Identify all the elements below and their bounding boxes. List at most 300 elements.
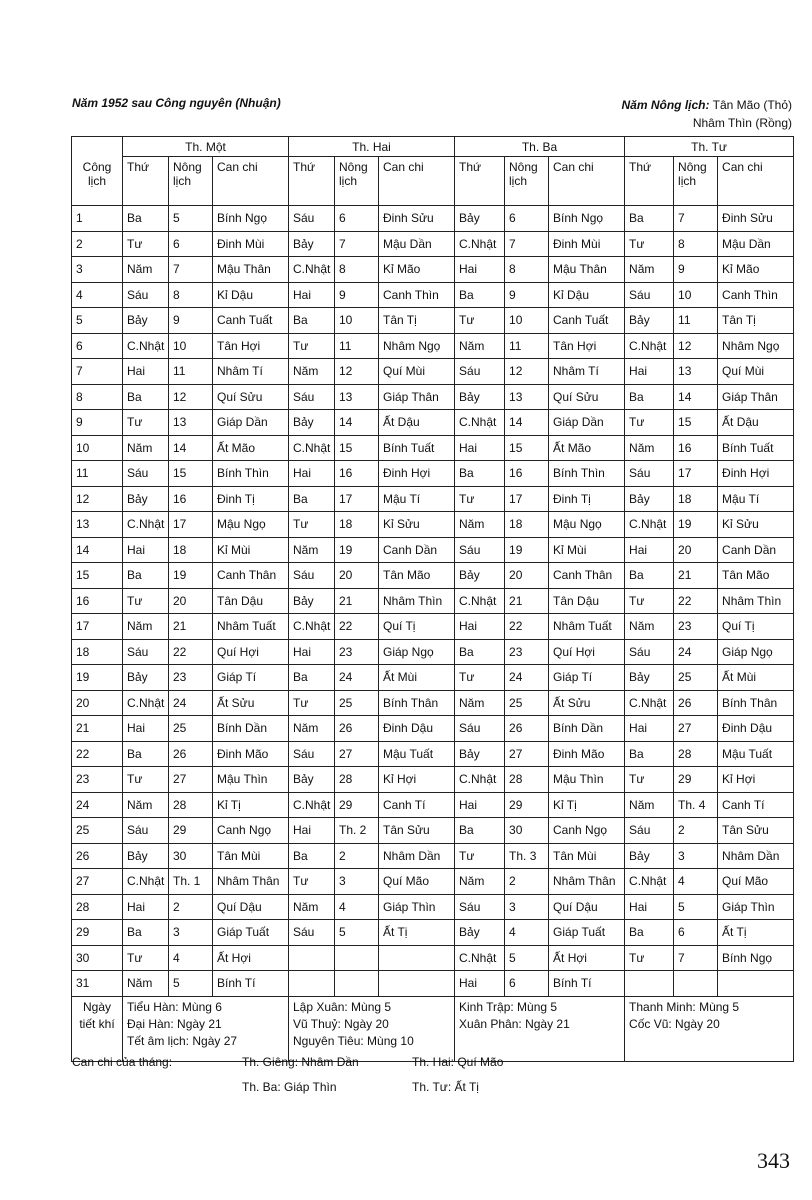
weekday-cell: C.Nhật [289,614,335,640]
weekday-cell: Bảy [289,410,335,436]
solar-term: Cốc Vũ: Ngày 20 [629,1016,720,1031]
lunar-day-cell: 5 [505,945,549,971]
lunar-day-cell: 25 [335,690,379,716]
weekday-cell: Ba [123,920,169,946]
lunar-day-cell: 23 [674,614,718,640]
lunar-day-cell: 25 [674,665,718,691]
weekday-cell: Ba [289,843,335,869]
lunar-day-cell: 7 [674,206,718,232]
lunar-year-info [622,96,793,132]
weekday-cell: Tư [123,410,169,436]
lunar-day-cell: 7 [674,945,718,971]
solar-terms-label: Ngày tiết khí [72,996,123,1061]
lunar-day-cell: 21 [674,563,718,589]
lunar-day-cell: 28 [169,792,213,818]
weekday-cell: Ba [455,461,505,487]
weekday-cell: Sáu [455,537,505,563]
lunar-day-cell: 26 [169,741,213,767]
can-chi-cell: Đinh Sửu [379,206,455,232]
weekday-cell: Ba [625,920,674,946]
can-chi-cell: Đinh Dậu [718,716,794,742]
lunar-day-cell: 4 [169,945,213,971]
can-chi-cell: Đinh Mùi [213,231,289,257]
lunar-day-cell: 17 [674,461,718,487]
weekday-cell: Sáu [455,716,505,742]
lunar-day-cell: 13 [674,359,718,385]
can-chi-cell: Nhâm Ngọ [718,333,794,359]
lunar-day-cell: 17 [169,512,213,538]
weekday-cell: Năm [123,257,169,283]
lunar-day-cell: 3 [335,869,379,895]
col-can-chi: Can chi [379,157,455,206]
weekday-cell: Bảy [123,486,169,512]
date-cell: 28 [72,894,123,920]
date-cell: 18 [72,639,123,665]
lunar-day-cell: 16 [169,486,213,512]
weekday-cell: Ba [455,818,505,844]
col-can-chi: Can chi [549,157,625,206]
weekday-cell: C.Nhật [289,435,335,461]
weekday-cell: C.Nhật [123,869,169,895]
lunar-day-cell: 30 [505,818,549,844]
date-cell: 12 [72,486,123,512]
can-chi-cell: Ất Hợi [549,945,625,971]
can-chi-cell: Bính Thân [379,690,455,716]
can-chi-cell: Mậu Thìn [549,767,625,793]
lunar-day-cell: 9 [674,257,718,283]
weekday-cell: Hai [289,282,335,308]
can-chi-cell: Mậu Tuất [718,741,794,767]
can-chi-cell: Giáp Tí [213,665,289,691]
weekday-cell: Ba [123,741,169,767]
lunar-day-cell: 28 [335,767,379,793]
calendar-table [71,136,794,1062]
weekday-cell: Sáu [123,282,169,308]
can-chi-cell: Kỉ Sửu [379,512,455,538]
lunar-day-cell: 10 [674,282,718,308]
can-chi-cell: Nhâm Dần [379,843,455,869]
can-chi-cell: Giáp Tuất [213,920,289,946]
weekday-cell: Tư [289,690,335,716]
weekday-cell: Năm [625,792,674,818]
can-chi-cell: Ất Tị [718,920,794,946]
can-chi-cell: Ất Tị [379,920,455,946]
weekday-cell: Tư [123,767,169,793]
solar-term: Đại Hàn: Ngày 21 [127,1016,222,1031]
weekday-cell: Tư [289,869,335,895]
month-header: Th. Hai [289,137,455,157]
can-chi-cell: Nhâm Tuất [213,614,289,640]
table-row [72,410,794,436]
can-chi-cell: Kỉ Tị [213,792,289,818]
can-chi-cell: Quí Dậu [549,894,625,920]
weekday-cell: Bảy [625,308,674,334]
can-chi-cell: Bính Thìn [213,461,289,487]
date-cell: 6 [72,333,123,359]
lunar-day-cell: 2 [169,894,213,920]
lunar-day-cell: 20 [169,588,213,614]
lunar-day-cell: 5 [335,920,379,946]
lunar-day-cell: 8 [169,282,213,308]
lunar-day-cell: 20 [335,563,379,589]
lunar-day-cell: 2 [335,843,379,869]
can-chi-cell: Ất Sửu [213,690,289,716]
can-chi-cell: Giáp Thìn [379,894,455,920]
lunar-day-cell: 18 [335,512,379,538]
can-chi-cell: Quí Hợi [213,639,289,665]
weekday-cell: Ba [123,384,169,410]
can-chi-cell: Mậu Thân [213,257,289,283]
date-cell: 15 [72,563,123,589]
date-cell: 17 [72,614,123,640]
can-chi-cell: Nhâm Tí [213,359,289,385]
can-chi-cell: Canh Dần [718,537,794,563]
weekday-cell: Sáu [455,894,505,920]
lunar-day-cell: 23 [335,639,379,665]
lunar-day-cell: 18 [169,537,213,563]
can-chi-cell: Bính Dần [549,716,625,742]
lunar-day-cell: 29 [505,792,549,818]
can-chi-cell: Bính Thìn [549,461,625,487]
lunar-day-cell: 29 [674,767,718,793]
weekday-cell: Hai [455,614,505,640]
weekday-cell: Năm [289,359,335,385]
table-row [72,818,794,844]
month-can-chi-section [72,1050,503,1100]
solar-term: Nguyên Tiêu: Mùng 10 [293,1033,414,1048]
date-cell: 22 [72,741,123,767]
can-chi-cell: Ất Mão [549,435,625,461]
weekday-cell [289,945,335,971]
lunar-day-cell: 16 [335,461,379,487]
can-chi-cell: Đinh Hợi [718,461,794,487]
month-can-chi-item: Th. Ba: Giáp Thìn [242,1080,337,1094]
can-chi-cell: Mậu Tí [379,486,455,512]
weekday-cell: C.Nhật [123,512,169,538]
date-cell: 16 [72,588,123,614]
col-cong-lich: Công lịch [72,157,123,206]
can-chi-cell: Nhâm Ngọ [379,333,455,359]
lunar-day-cell: 3 [674,843,718,869]
weekday-cell: Ba [625,741,674,767]
solar-term: Thanh Minh: Mùng 5 [629,999,740,1014]
date-cell: 30 [72,945,123,971]
solar-term: Kinh Trập: Mùng 5 [459,999,558,1014]
date-cell: 14 [72,537,123,563]
lunar-day-cell: 6 [505,206,549,232]
can-chi-cell: Đinh Tị [549,486,625,512]
can-chi-cell: Bính Tí [549,971,625,997]
month-can-chi-item: Th. Hai: Quí Mão [412,1055,504,1069]
lunar-day-cell: 25 [505,690,549,716]
can-chi-cell: Kỉ Hợi [718,767,794,793]
lunar-day-cell: 9 [169,308,213,334]
lunar-day-cell: 9 [335,282,379,308]
weekday-cell: Ba [123,563,169,589]
can-chi-cell: Canh Ngọ [213,818,289,844]
weekday-cell: Tư [625,231,674,257]
weekday-cell: C.Nhật [455,767,505,793]
lunar-day-cell: 14 [674,384,718,410]
can-chi-cell: Đinh Dậu [379,716,455,742]
lunar-day-cell: 29 [169,818,213,844]
can-chi-cell: Kỉ Mùi [213,537,289,563]
weekday-cell: Sáu [625,639,674,665]
lunar-day-cell: 22 [169,639,213,665]
solar-term: Tiểu Hàn: Mùng 6 [127,999,222,1014]
lunar-day-cell: 4 [505,920,549,946]
table-row [72,486,794,512]
lunar-day-cell: 12 [169,384,213,410]
lunar-year-value-1: Tân Mão (Thỏ) [712,98,792,112]
lunar-day-cell: 8 [505,257,549,283]
lunar-day-cell: 10 [505,308,549,334]
lunar-day-cell: 7 [169,257,213,283]
lunar-day-cell: 27 [335,741,379,767]
lunar-day-cell: 13 [505,384,549,410]
lunar-day-cell: 5 [169,206,213,232]
lunar-day-cell: 15 [335,435,379,461]
can-chi-cell: Đinh Mão [213,741,289,767]
can-chi-cell: Canh Tí [379,792,455,818]
table-row [72,690,794,716]
weekday-cell: Hai [455,435,505,461]
can-chi-cell: Mậu Tí [718,486,794,512]
date-cell: 11 [72,461,123,487]
weekday-cell: Năm [123,792,169,818]
lunar-day-cell: 24 [505,665,549,691]
date-cell: 29 [72,920,123,946]
can-chi-cell: Mậu Ngọ [213,512,289,538]
can-chi-cell: Canh Tuất [213,308,289,334]
lunar-day-cell: Th. 4 [674,792,718,818]
lunar-day-cell: 20 [674,537,718,563]
weekday-cell: Tư [625,410,674,436]
year-title: Năm 1952 sau Công nguyên (Nhuận) [72,96,281,110]
weekday-cell: C.Nhật [123,333,169,359]
lunar-day-cell: 21 [169,614,213,640]
can-chi-cell: Giáp Dần [549,410,625,436]
can-chi-cell: Đinh Hợi [379,461,455,487]
weekday-cell: Tư [289,333,335,359]
weekday-cell: Ba [625,384,674,410]
lunar-day-cell: 5 [674,894,718,920]
can-chi-cell: Giáp Thân [379,384,455,410]
lunar-day-cell: 28 [505,767,549,793]
lunar-day-cell: 13 [335,384,379,410]
can-chi-cell: Ất Mùi [379,665,455,691]
lunar-day-cell: Th. 2 [335,818,379,844]
can-chi-cell: Đinh Sửu [718,206,794,232]
weekday-cell: Năm [289,894,335,920]
weekday-cell: Hai [289,639,335,665]
weekday-cell: Sáu [625,818,674,844]
weekday-cell: Tư [455,665,505,691]
can-chi-cell: Quí Mùi [379,359,455,385]
weekday-cell: Tư [625,945,674,971]
lunar-day-cell: 30 [169,843,213,869]
weekday-cell: Sáu [289,563,335,589]
can-chi-cell [379,971,455,997]
weekday-cell: Ba [289,665,335,691]
can-chi-cell: Quí Hợi [549,639,625,665]
solar-term: Lập Xuân: Mùng 5 [293,999,392,1014]
lunar-day-cell: 14 [505,410,549,436]
table-row [72,614,794,640]
lunar-day-cell: 5 [169,971,213,997]
can-chi-cell: Nhâm Tuất [549,614,625,640]
weekday-cell: Hai [455,971,505,997]
weekday-cell: Bảy [123,843,169,869]
can-chi-cell: Kỉ Hợi [379,767,455,793]
lunar-day-cell: Th. 3 [505,843,549,869]
lunar-day-cell: 4 [674,869,718,895]
solar-terms-cell [625,996,794,1061]
can-chi-cell: Quí Sửu [213,384,289,410]
lunar-day-cell: 23 [505,639,549,665]
weekday-cell: Bảy [289,231,335,257]
can-chi-cell: Canh Tuất [549,308,625,334]
lunar-day-cell: 11 [505,333,549,359]
can-chi-cell: Nhâm Thân [549,869,625,895]
table-row [72,333,794,359]
date-cell: 27 [72,869,123,895]
lunar-day-cell: 27 [674,716,718,742]
month-can-chi-label: Can chi của tháng: [72,1055,173,1069]
weekday-cell: Tư [123,231,169,257]
month-header: Th. Tư [625,137,794,157]
can-chi-cell: Giáp Ngọ [379,639,455,665]
solar-term: Vũ Thuỷ: Ngày 20 [293,1016,389,1031]
weekday-cell: Tư [625,767,674,793]
can-chi-cell: Bính Ngọ [549,206,625,232]
table-row [72,716,794,742]
weekday-cell: Ba [289,486,335,512]
weekday-cell: Năm [123,435,169,461]
date-cell: 10 [72,435,123,461]
weekday-cell: Sáu [289,920,335,946]
can-chi-cell: Canh Ngọ [549,818,625,844]
month-header: Th. Một [123,137,289,157]
weekday-cell: Năm [455,690,505,716]
lunar-day-cell: 9 [505,282,549,308]
weekday-cell: Bảy [123,665,169,691]
can-chi-cell: Mậu Thân [549,257,625,283]
col-can-chi: Can chi [213,157,289,206]
weekday-cell: Sáu [123,639,169,665]
lunar-day-cell: 29 [335,792,379,818]
table-row [72,359,794,385]
lunar-day-cell: 19 [505,537,549,563]
date-cell: 20 [72,690,123,716]
lunar-day-cell: 21 [335,588,379,614]
date-cell: 2 [72,231,123,257]
col-thu: Thứ [123,157,169,206]
can-chi-cell: Bính Ngọ [718,945,794,971]
lunar-day-cell: 22 [335,614,379,640]
can-chi-cell: Tân Hợi [213,333,289,359]
weekday-cell: Bảy [625,665,674,691]
weekday-cell: Bảy [289,588,335,614]
lunar-day-cell: 6 [169,231,213,257]
can-chi-cell: Ất Mão [213,435,289,461]
col-nong-lich: Nông lịch [505,157,549,206]
can-chi-cell: Tân Mùi [213,843,289,869]
lunar-day-cell: 14 [335,410,379,436]
lunar-day-cell: 15 [169,461,213,487]
weekday-cell: Hai [455,257,505,283]
can-chi-cell: Canh Thìn [718,282,794,308]
weekday-cell: Sáu [455,359,505,385]
weekday-cell: Tư [289,512,335,538]
weekday-cell: C.Nhật [625,869,674,895]
can-chi-cell: Giáp Ngọ [718,639,794,665]
weekday-cell: Bảy [455,563,505,589]
can-chi-cell: Kỉ Dậu [549,282,625,308]
can-chi-cell: Canh Tí [718,792,794,818]
lunar-day-cell: 7 [505,231,549,257]
weekday-cell: C.Nhật [455,231,505,257]
lunar-day-cell: 10 [335,308,379,334]
lunar-day-cell: 2 [505,869,549,895]
weekday-cell: C.Nhật [123,690,169,716]
can-chi-cell: Bính Tuất [379,435,455,461]
date-cell: 9 [72,410,123,436]
lunar-day-cell: 24 [169,690,213,716]
weekday-cell: Sáu [289,206,335,232]
can-chi-cell: Tân Sửu [718,818,794,844]
table-row [72,588,794,614]
lunar-day-cell: 25 [169,716,213,742]
can-chi-cell: Giáp Dần [213,410,289,436]
lunar-day-cell: 11 [169,359,213,385]
weekday-cell: Tư [123,945,169,971]
can-chi-cell: Quí Mão [718,869,794,895]
can-chi-cell: Bính Dần [213,716,289,742]
weekday-cell: C.Nhật [625,512,674,538]
weekday-cell: C.Nhật [289,792,335,818]
can-chi-cell: Kỉ Sửu [718,512,794,538]
weekday-cell: Hai [123,537,169,563]
can-chi-cell: Bính Tuất [718,435,794,461]
date-cell: 26 [72,843,123,869]
can-chi-cell: Canh Thân [213,563,289,589]
weekday-cell: Sáu [123,461,169,487]
col-nong-lich: Nông lịch [169,157,213,206]
weekday-cell: Hai [123,894,169,920]
weekday-cell: Sáu [123,818,169,844]
table-row [72,384,794,410]
lunar-day-cell: 14 [169,435,213,461]
lunar-day-cell: 12 [505,359,549,385]
can-chi-cell: Kỉ Mão [379,257,455,283]
can-chi-cell: Kỉ Mão [718,257,794,283]
table-row [72,792,794,818]
lunar-day-cell: 23 [169,665,213,691]
month-header-row [72,137,794,157]
col-thu: Thứ [289,157,335,206]
lunar-day-cell: 26 [335,716,379,742]
lunar-day-cell: 24 [335,665,379,691]
can-chi-cell: Tân Mão [379,563,455,589]
weekday-cell: Hai [123,359,169,385]
date-cell: 19 [72,665,123,691]
weekday-cell: Ba [625,206,674,232]
date-cell: 8 [72,384,123,410]
lunar-day-cell: 13 [169,410,213,436]
lunar-day-cell: 16 [674,435,718,461]
weekday-cell: C.Nhật [455,945,505,971]
